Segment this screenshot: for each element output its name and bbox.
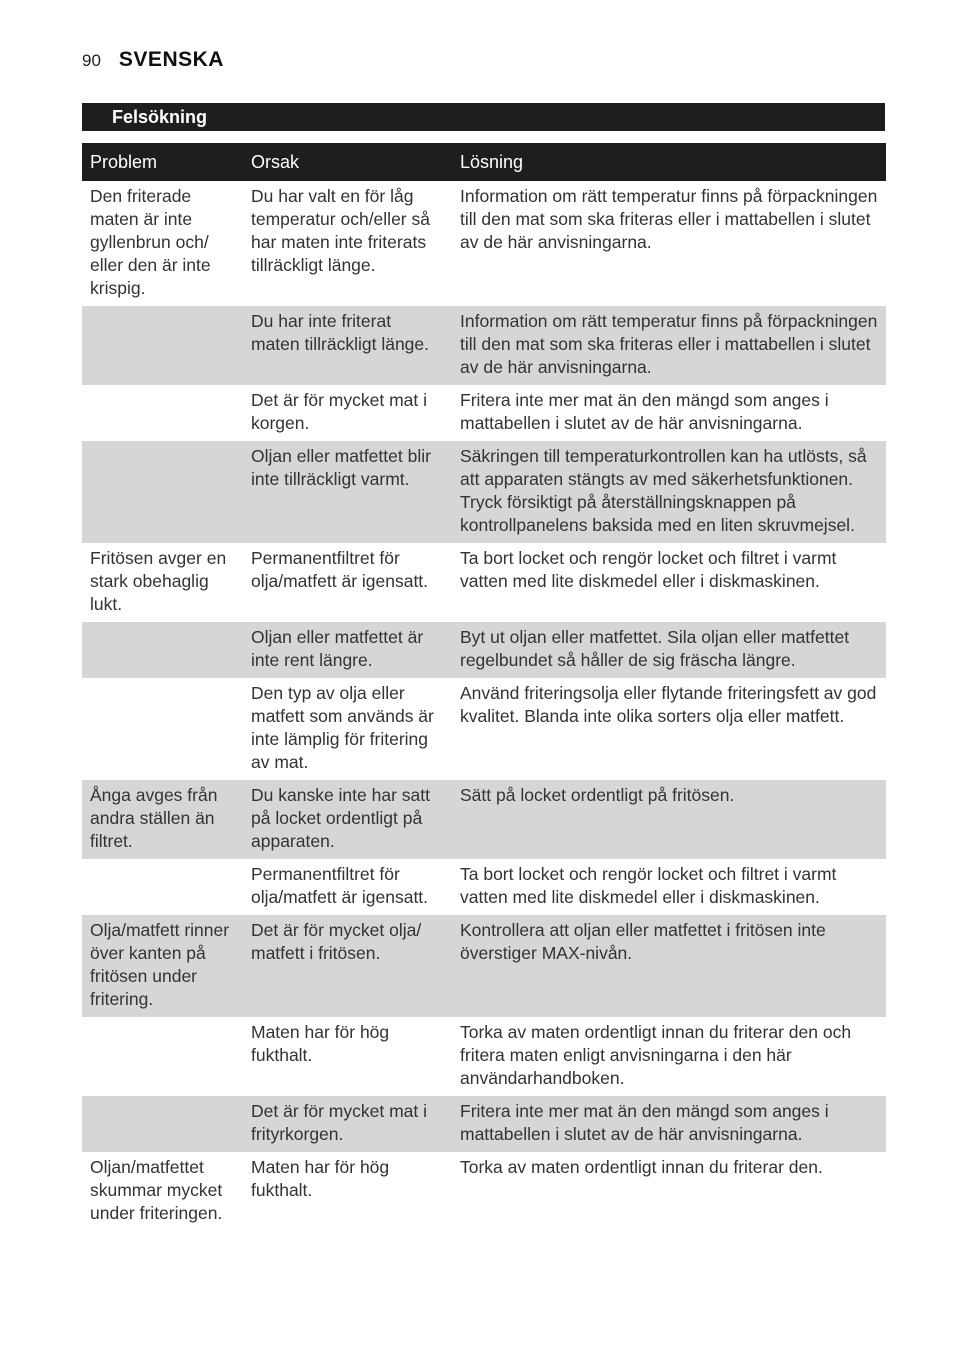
problem-cell [82,678,243,780]
table-row [82,780,886,859]
table-row [82,181,886,306]
header-cause: Orsak [243,143,452,181]
cause-cell: Du har valt en för låg temperatur och/eller så har maten inte friterats tillräckligt länge. [251,186,430,275]
solution-cell: Sätt på locket ordentligt på fritösen. [452,780,886,859]
cause-cell: Den typ av olja eller matfett som används är inte lämplig för fritering av mat. [251,683,434,772]
solution-cell: Torka av maten ordentligt innan du friterar den. [460,1157,823,1177]
solution-cell: Ta bort locket och rengör locket och filtret i varmt vatten med lite diskmedel eller i diskmaskinen. [460,548,837,591]
solution-cell: Torka av maten ordentligt innan du friterar den och fritera maten enligt anvisningarna i den här användarhandboken. [460,1022,852,1088]
solution-cell: Ta bort locket och rengör locket och filtret i varmt vatten med lite diskmedel eller i diskmaskinen. [460,864,837,907]
problem-cell: Oljan/matfettet skummar mycket under friteringen. [90,1157,223,1223]
cause-cell: Oljan eller matfettet blir inte tillräckligt varmt. [243,441,452,543]
page-number: 90 [82,51,101,70]
solution-cell: Säkringen till temperaturkontrollen kan ha utlösts, så att apparaten stängts av med säkerhetsfunktionen. Tryck försiktigt på återställningsknappen på kontrollpanelens baksida med en liten skruvmejsel. [452,441,886,543]
section-title: Felsökning [82,103,885,131]
cause-cell: Du kanske inte har satt på locket ordentligt på apparaten. [243,780,452,859]
problem-cell [82,859,243,915]
cause-cell: Det är för mycket mat i korgen. [251,390,428,433]
table-row [82,1017,886,1096]
language-title: SVENSKA [118,48,224,71]
solution-cell: Byt ut oljan eller matfettet. Sila oljan eller matfettet regelbundet så håller de sig fräscha längre. [452,622,886,678]
table-row [82,622,886,678]
table-row [82,385,886,441]
solution-cell: Fritera inte mer mat än den mängd som anges i mattabellen i slutet av de här anvisningarna. [460,390,829,433]
solution-cell: Information om rätt temperatur finns på förpackningen till den mat som ska friteras eller i mattabellen i slutet av de här anvisningarna. [460,186,878,252]
table-row [82,859,886,915]
header-problem: Problem [82,143,243,181]
problem-cell [82,306,243,385]
page-header [82,48,224,76]
cause-cell: Permanentfiltret för olja/matfett är igensatt. [251,548,429,591]
problem-cell: Olja/matfett rinner över kanten på fritösen under fritering. [82,915,243,1017]
cause-cell: Permanentfiltret för olja/matfett är igensatt. [251,864,429,907]
header-solution: Lösning [452,143,886,181]
table-row [82,1152,886,1231]
problem-cell [82,1017,243,1096]
table-row [82,543,886,622]
problem-cell: Ånga avges från andra ställen än filtret. [82,780,243,859]
cause-cell: Det är för mycket olja/ matfett i fritösen. [243,915,452,1017]
table-row [82,441,886,543]
cause-cell: Maten har för hög fukthalt. [251,1022,390,1065]
cause-cell: Oljan eller matfettet är inte rent längre. [243,622,452,678]
cause-cell: Maten har för hög fukthalt. [251,1157,390,1200]
problem-cell [82,622,243,678]
troubleshooting-table [82,143,886,1231]
problem-cell: Den friterade maten är inte gyllenbrun och/ eller den är inte krispig. [90,186,211,298]
solution-cell: Kontrollera att oljan eller matfettet i fritösen inte överstiger MAX-nivån. [452,915,886,1017]
table-header-row [82,143,886,181]
cause-cell: Det är för mycket mat i frityrkorgen. [243,1096,452,1152]
cause-cell: Du har inte friterat maten tillräckligt länge. [243,306,452,385]
solution-cell: Information om rätt temperatur finns på förpackningen till den mat som ska friteras eller i mattabellen i slutet av de här anvisningarna. [452,306,886,385]
problem-cell [82,1096,243,1152]
table-row [82,678,886,780]
solution-cell: Fritera inte mer mat än den mängd som anges i mattabellen i slutet av de här anvisningarna. [452,1096,886,1152]
problem-cell [82,441,243,543]
solution-cell: Använd friteringsolja eller flytande friteringsfett av god kvalitet. Blanda inte olika sorters olja eller matfett. [460,683,877,726]
table-row [82,915,886,1017]
problem-cell [82,385,243,441]
table-row [82,306,886,385]
table-row [82,1096,886,1152]
problem-cell: Fritösen avger en stark obehaglig lukt. [90,548,227,614]
